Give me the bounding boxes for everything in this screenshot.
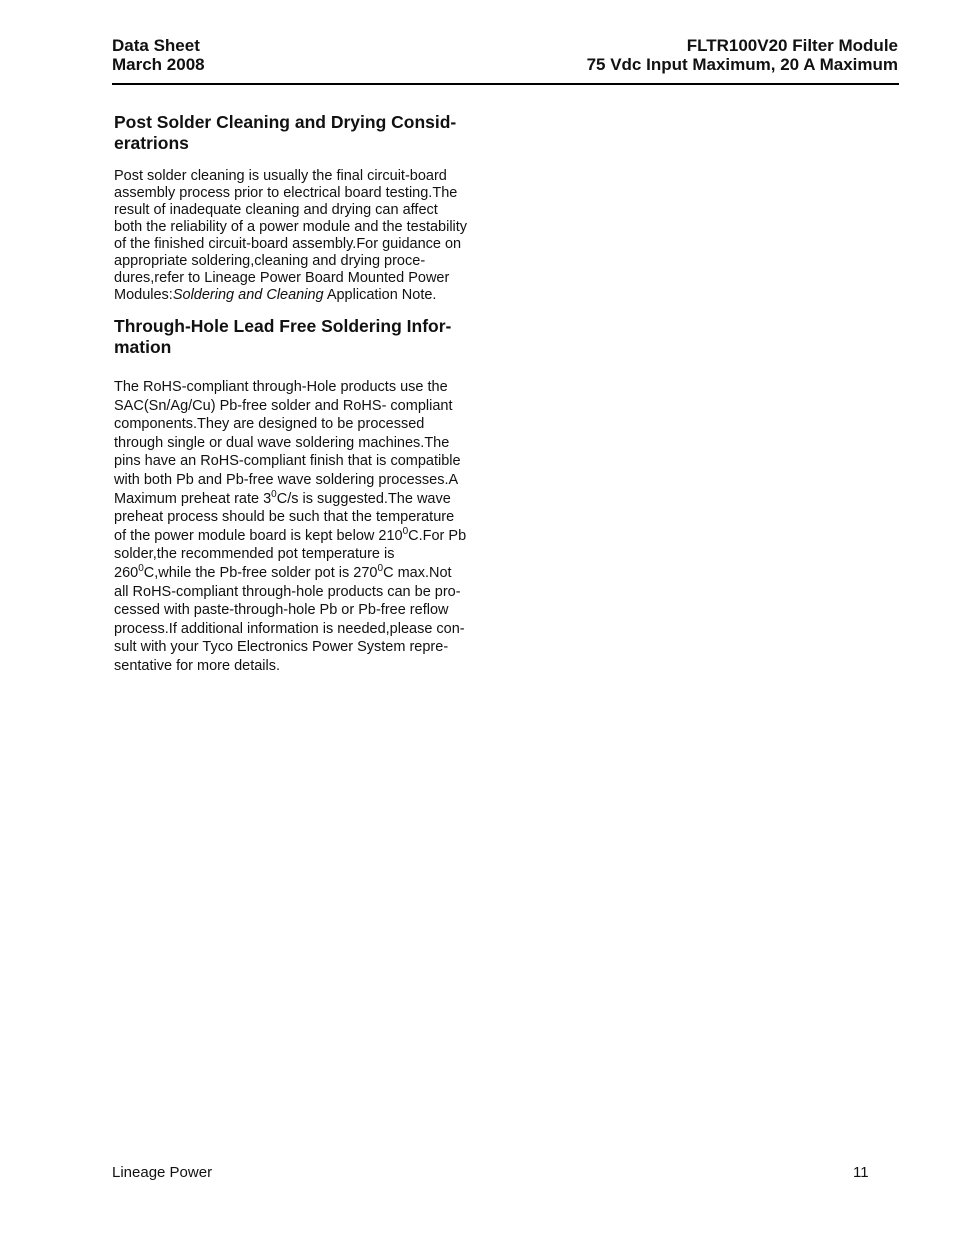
product-subtitle: 75 Vdc Input Maximum, 20 A Maximum <box>586 55 898 74</box>
app-note-title: Soldering and Cleaning <box>172 287 324 303</box>
doc-type: Data Sheet <box>112 36 200 55</box>
section-heading-cleaning: Post Solder Cleaning and Drying Consid- eratrions <box>114 112 457 153</box>
doc-date: March 2008 <box>112 55 205 74</box>
degree-superscript: 0 <box>402 525 409 537</box>
product-title: FLTR100V20 Filter Module <box>686 36 898 55</box>
header-left <box>112 36 205 74</box>
header-divider <box>112 83 899 85</box>
footer-company: Lineage Power <box>112 1164 213 1181</box>
degree-superscript: 0 <box>271 488 277 500</box>
section-body-soldering: The RoHS-compliant through-Hole products use the SAC(Sn/Ag/Cu) Pb-free solder and RoHS- compliant components.They are designed to be processed through single or dual wave soldering machines.The pins have an RoHS-compliant finish that is compatible with both Pb and Pb-free wave soldering processes.A Maximum preheat rate $3^0C/s$ is suggested.The wave preheat process should be such that the temperature of the power module board is kept below $210^0C.For$ Pb solder,the recommended pot temperature is $260^0C,while$ the Pb-free solder pot is $270^0C$ max.Not all RoHS-compliant through-hole products can be pro- cessed with paste-through-hole Pb or Pb-free reflow process.If additional information is needed,please con- sult with your Tyco Electronics Power System repre- sentative for more details. <box>114 379 467 674</box>
degree-superscript: 0 <box>377 563 384 575</box>
section-body-cleaning: Post solder cleaning is usually the final circuit-board assembly process prior to electrical board testing.The result of inadequate cleaning and drying can affect both the reliability of a power module and the testability of the finished circuit-board assembly.For guidance on appropriate soldering,cleaning and drying proce- dures,refer to Lineage Power Board Mounted Power Modules:Soldering and Cleaning Application Note. <box>114 168 468 303</box>
degree-superscript: 0 <box>138 563 144 575</box>
header-right <box>587 36 898 74</box>
section-heading-soldering: Through-Hole Lead Free Soldering Infor- mation <box>114 316 452 357</box>
page-number: 11 <box>853 1164 869 1181</box>
main-content <box>114 112 494 676</box>
